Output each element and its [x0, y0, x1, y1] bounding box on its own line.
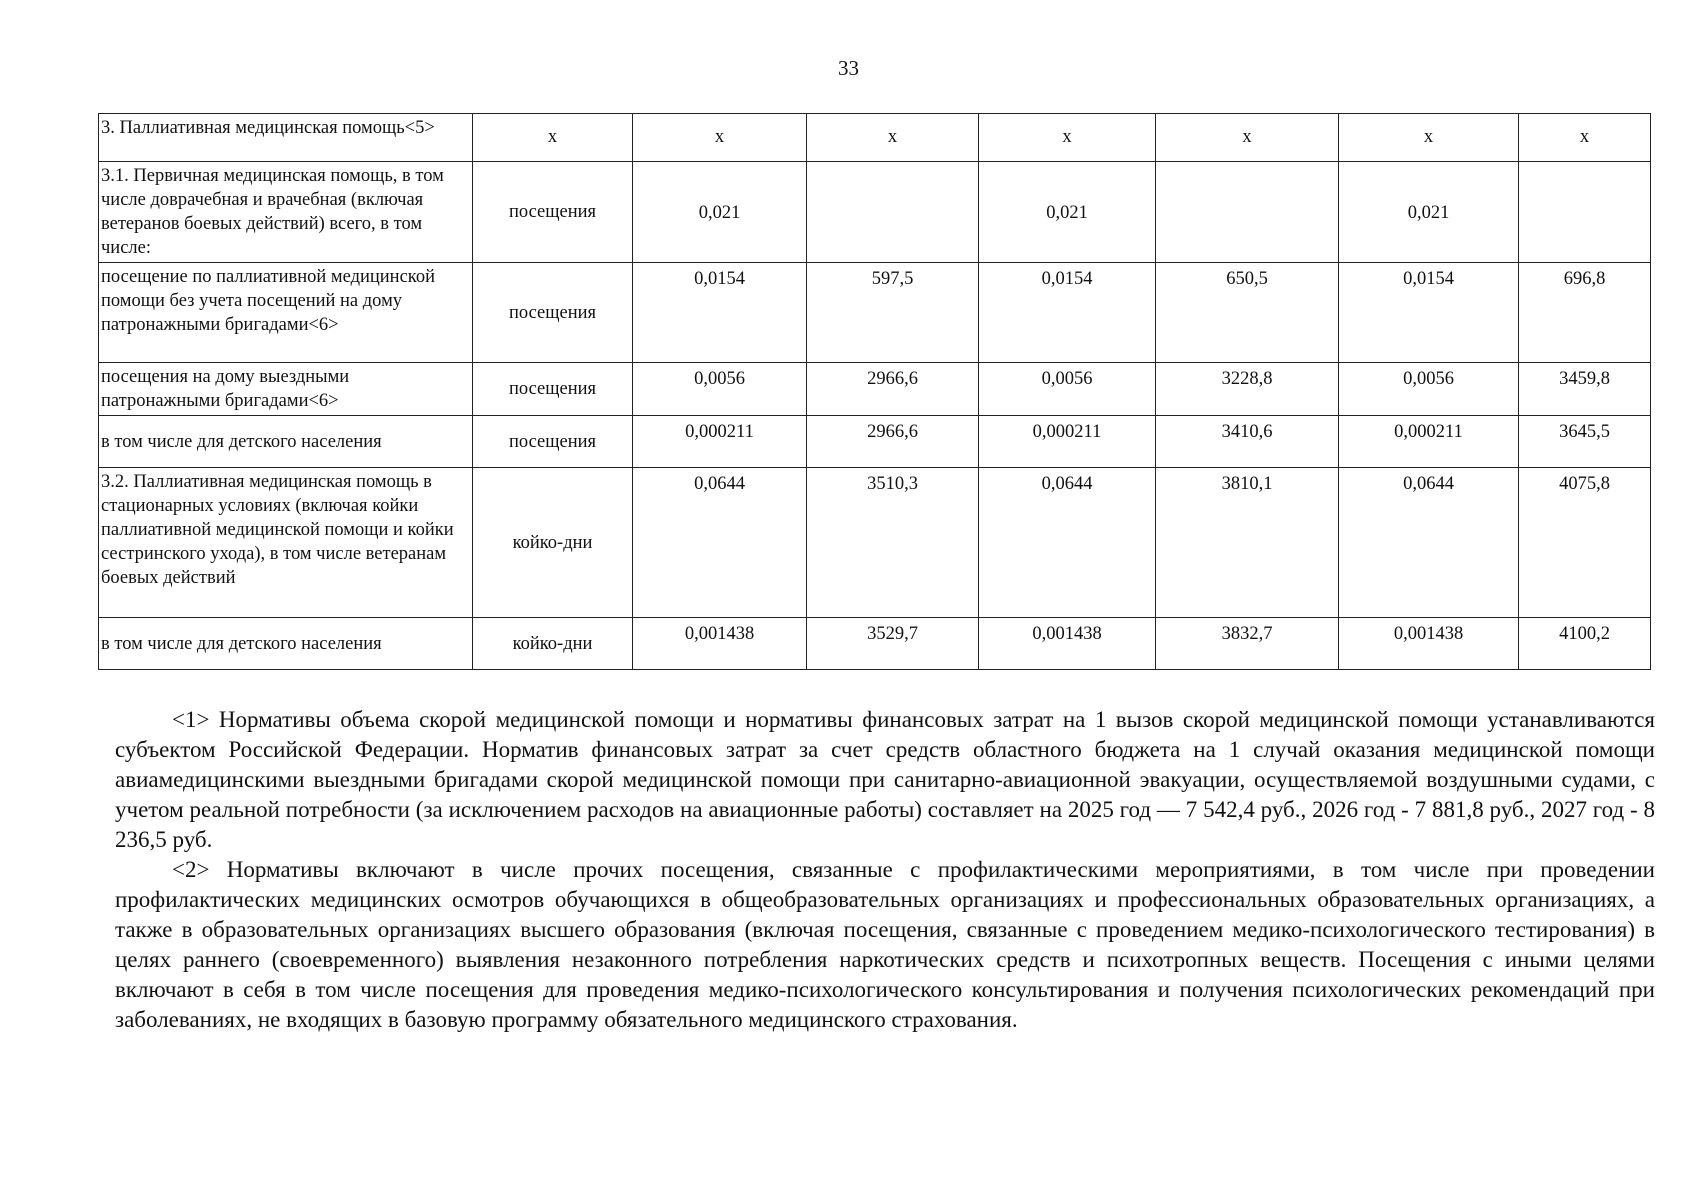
row-unit: посещения — [473, 162, 633, 263]
value-cell: 0,0056 — [979, 363, 1156, 416]
value-cell: 4075,8 — [1519, 468, 1651, 618]
value-cell: 3832,7 — [1156, 618, 1339, 670]
value-cell: 3529,7 — [807, 618, 979, 670]
value-cell — [1156, 162, 1339, 263]
table-row — [99, 416, 1651, 468]
value-cell: 0,000211 — [979, 416, 1156, 468]
value-cell: 0,001438 — [633, 618, 807, 670]
value-cell: 0,001438 — [979, 618, 1156, 670]
row-unit: х — [473, 114, 633, 162]
value-cell: 0,0154 — [633, 263, 807, 363]
value-cell: 0,0056 — [633, 363, 807, 416]
value-cell: 0,021 — [979, 162, 1156, 263]
row-name: 3.1. Первичная медицинская помощь, в том числе доврачебная и врачебная (включая ветеранов боевых действий) всего, в том числе: — [99, 162, 473, 263]
value-cell: 3510,3 — [807, 468, 979, 618]
value-cell: 0,0154 — [979, 263, 1156, 363]
footnotes — [115, 705, 1655, 1035]
row-name: в том числе для детского населения — [99, 416, 473, 468]
table-row — [99, 114, 1651, 162]
row-unit: посещения — [473, 263, 633, 363]
value-cell: 3459,8 — [1519, 363, 1651, 416]
value-cell: 0,0154 — [1339, 263, 1519, 363]
value-cell — [807, 162, 979, 263]
value-cell: 3645,5 — [1519, 416, 1651, 468]
value-cell: 2966,6 — [807, 416, 979, 468]
value-cell: 0,000211 — [1339, 416, 1519, 468]
value-cell: 4100,2 — [1519, 618, 1651, 670]
page-number: 33 — [838, 56, 859, 80]
value-cell: 0,0056 — [1339, 363, 1519, 416]
value-cell: 650,5 — [1156, 263, 1339, 363]
row-unit: койко-дни — [473, 618, 633, 670]
value-cell: х — [979, 114, 1156, 162]
row-unit: посещения — [473, 416, 633, 468]
value-cell: 0,0644 — [633, 468, 807, 618]
row-name: посещения на дому выездными патронажными бригадами<6> — [99, 363, 473, 416]
value-cell: х — [633, 114, 807, 162]
table-row — [99, 363, 1651, 416]
row-name: 3.2. Паллиативная медицинская помощь в стационарных условиях (включая койки паллиативной медицинской помощи и койки сестринского ухода), в том числе ветеранам боевых действий — [99, 468, 473, 618]
value-cell: 3228,8 — [1156, 363, 1339, 416]
value-cell: х — [1519, 114, 1651, 162]
value-cell: 0,0644 — [979, 468, 1156, 618]
value-cell — [1519, 162, 1651, 263]
value-cell: 2966,6 — [807, 363, 979, 416]
table-row — [99, 618, 1651, 670]
row-name: в том числе для детского населения — [99, 618, 473, 670]
value-cell: 0,0644 — [1339, 468, 1519, 618]
value-cell: 0,021 — [633, 162, 807, 263]
row-name: 3. Паллиативная медицинская помощь<5> — [99, 114, 473, 162]
footnote-1: <1> Нормативы объема скорой медицинской помощи и нормативы финансовых затрат на 1 вызов скорой медицинской помощи устанавливаются субъектом Российской Федерации. Норматив финансовых затрат за счет средств областного бюджета на 1 случай оказания медицинской помощи авиамедицинскими выездными бригадами скорой медицинской помощи при санитарно-авиационной эвакуации, осуществляемой воздушными судами, с учетом реальной потребности (за исключением расходов на авиационные работы) составляет на 2025 год — 7 542,4 руб., 2026 год - 7 881,8 руб., 2027 год - 8 236,5 руб. — [115, 707, 1655, 852]
value-cell: 696,8 — [1519, 263, 1651, 363]
value-cell: х — [807, 114, 979, 162]
table-row — [99, 468, 1651, 618]
footnote-2: <2> Нормативы включают в числе прочих посещения, связанные с профилактическими мероприятиями, в том числе при проведении профилактических медицинских осмотров обучающихся в общеобразовательных организациях и профессиональных образовательных организациях, а также в образовательных организациях высшего образования (включая посещения, связанные с проведением медико-психологического тестирования) в целях раннего (своевременного) выявления незаконного потребления наркотических средств и психотропных веществ. Посещения с иными целями включают в себя в том числе посещения для проведения медико-психологического консультирования и получения психологических рекомендаций при заболеваниях, не входящих в базовую программу обязательного медицинского страхования. — [115, 857, 1655, 1032]
palliative-care-norms-table — [98, 113, 1651, 670]
value-cell: 3810,1 — [1156, 468, 1339, 618]
value-cell: 0,021 — [1339, 162, 1519, 263]
value-cell: 3410,6 — [1156, 416, 1339, 468]
value-cell: 0,001438 — [1339, 618, 1519, 670]
value-cell: 597,5 — [807, 263, 979, 363]
value-cell: х — [1339, 114, 1519, 162]
row-unit: посещения — [473, 363, 633, 416]
value-cell: х — [1156, 114, 1339, 162]
value-cell: 0,000211 — [633, 416, 807, 468]
table-row — [99, 263, 1651, 363]
table-row — [99, 162, 1651, 263]
row-unit: койко-дни — [473, 468, 633, 618]
row-name: посещение по паллиативной медицинской помощи без учета посещений на дому патронажными бригадами<6> — [99, 263, 473, 363]
